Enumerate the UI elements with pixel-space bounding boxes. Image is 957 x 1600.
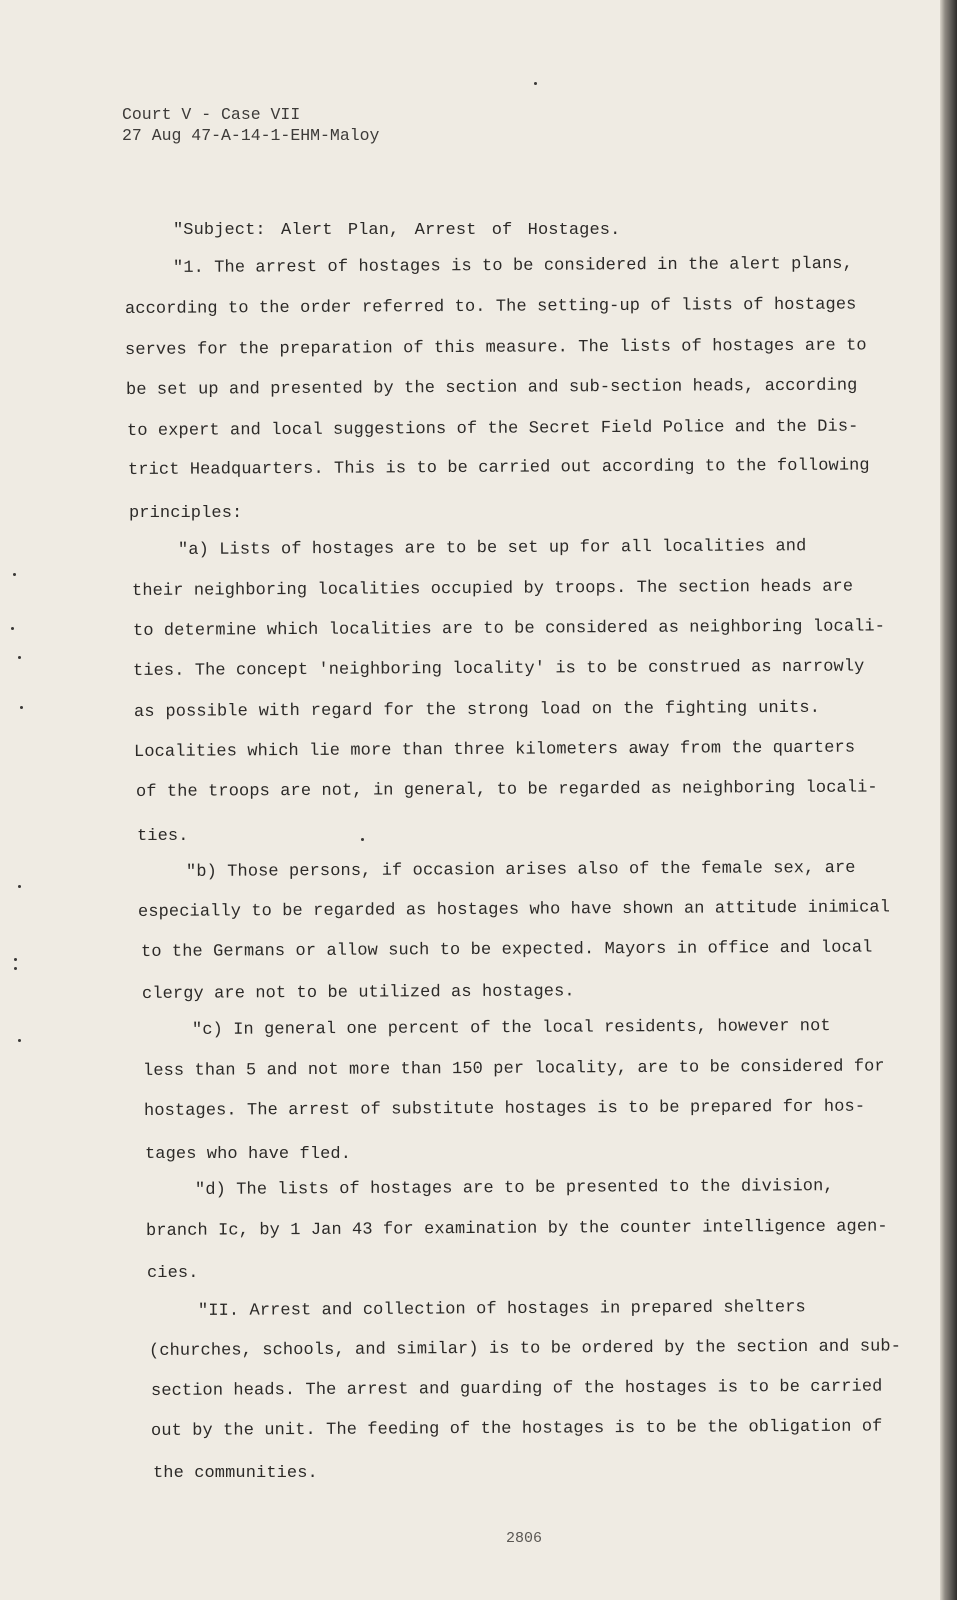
margin-speck: [534, 82, 537, 85]
body-line: out by the unit. The feeding of the hostages is to be the obligation of: [150, 1417, 883, 1441]
body-line: ties.: [137, 827, 189, 846]
body-line: to the Germans or allow such to be expected. Mayors in office and local: [140, 938, 873, 962]
margin-speck: [361, 838, 364, 841]
court-case-line: Court V - Case VII: [122, 105, 301, 124]
margin-speck: [18, 656, 21, 659]
document-reference-line: 27 Aug 47-A-14-1-EHM-Maloy: [122, 126, 380, 145]
body-line: of the troops are not, in general, to be regarded as neighboring locali-: [135, 778, 878, 802]
body-line: according to the order referred to. The setting-up of lists of hostages: [124, 295, 857, 319]
body-line: trict Headquarters. This is to be carried out according to the following: [127, 456, 870, 480]
body-line: serves for the preparation of this measure. The lists of hostages are to: [124, 336, 867, 360]
body-line: section heads. The arrest and guarding of the hostages is to be carried: [150, 1377, 883, 1401]
body-line: "a) Lists of hostages are to be set up for all localities and: [177, 537, 807, 560]
body-line: less than 5 and not more than 150 per locality, are to be considered for: [142, 1057, 885, 1081]
body-line: as possible with regard for the strong load on the fighting units.: [133, 698, 821, 722]
margin-speck: [14, 967, 17, 970]
body-line: especially to be regarded as hostages who have shown an attitude inimical: [137, 898, 891, 922]
margin-speck: [18, 885, 21, 888]
body-line: clergy are not to be utilized as hostages.: [141, 982, 575, 1004]
body-line: "b) Those persons, if occasion arises also of the female sex, are: [185, 858, 856, 882]
body-line: (churches, schools, and similar) is to be ordered by the section and sub-: [148, 1337, 902, 1361]
body-line: tages who have fled.: [145, 1145, 352, 1164]
document-header: [122, 104, 379, 146]
body-line: "II. Arrest and collection of hostages in prepared shelters: [197, 1298, 806, 1321]
body-line: "c) In general one percent of the local residents, however not: [191, 1017, 831, 1040]
margin-speck: [20, 706, 23, 709]
page-number: 2806: [506, 1530, 543, 1547]
subject-line: "Subject: Alert Plan, Arrest of Hostages.: [173, 221, 621, 240]
body-line: cies.: [147, 1264, 199, 1283]
body-line: to determine which localities are to be considered as neighboring locali-: [132, 617, 886, 641]
body-line: ties. The concept 'neighboring locality' is to be construed as narrowly: [132, 657, 865, 681]
body-line: the communities.: [153, 1464, 318, 1483]
body-line: "d) The lists of hostages are to be presented to the division,: [194, 1177, 834, 1200]
body-line: their neighboring localities occupied by troops. The section heads are: [131, 577, 854, 601]
body-line: hostages. The arrest of substitute hostages is to be prepared for hos-: [143, 1097, 866, 1121]
body-line: to expert and local suggestions of the Secret Field Police and the Dis-: [126, 417, 859, 441]
margin-speck: [14, 958, 17, 961]
page-edge-shadow: [940, 0, 957, 1600]
body-line: "1. The arrest of hostages is to be considered in the alert plans,: [172, 254, 853, 278]
body-line: principles:: [129, 504, 243, 523]
body-line: Localities which lie more than three kilometers away from the quarters: [133, 738, 856, 762]
body-line: branch Ic, by 1 Jan 43 for examination by the counter intelligence agen-: [145, 1217, 888, 1241]
body-line: be set up and presented by the section and sub-section heads, according: [125, 376, 858, 400]
margin-speck: [18, 1039, 21, 1042]
margin-speck: [11, 627, 14, 630]
margin-speck: [13, 573, 16, 576]
